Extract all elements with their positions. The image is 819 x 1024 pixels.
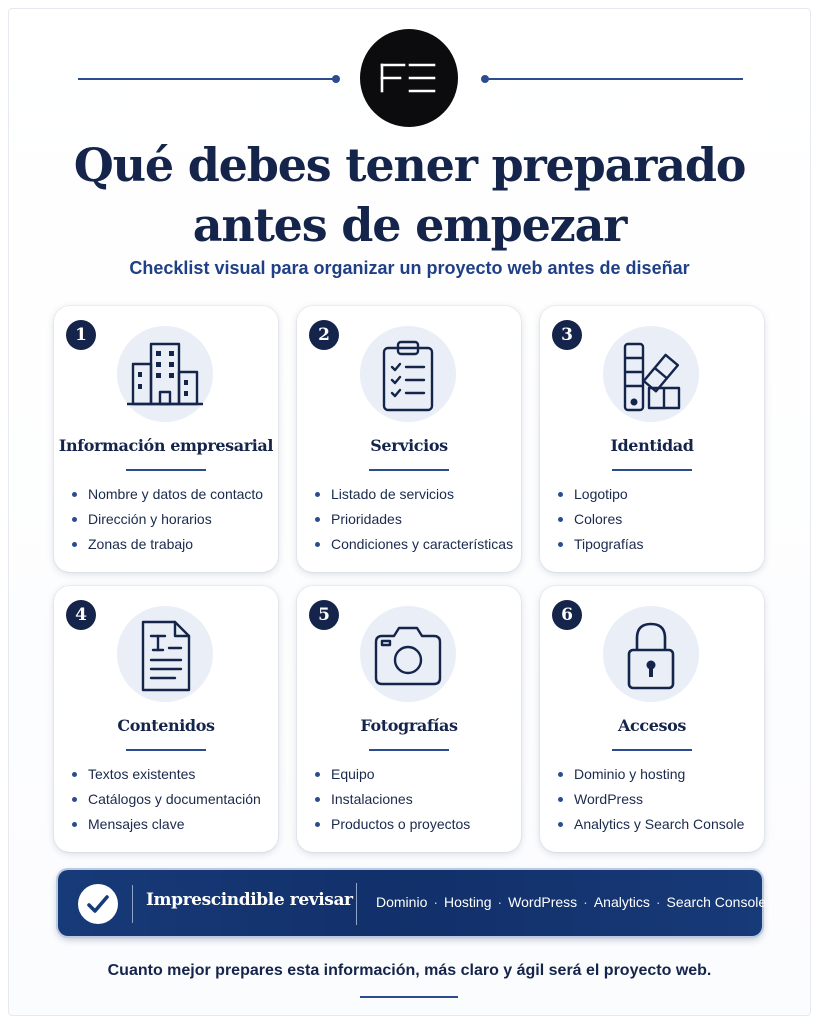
card-number-badge: 3 (552, 320, 582, 350)
list-item: Condiciones y características (315, 532, 513, 557)
list-item: Zonas de trabajo (72, 532, 263, 557)
card-item-list (72, 482, 263, 557)
card-item-list (315, 482, 513, 557)
list-item: Listado de servicios (315, 482, 513, 507)
card-title: Información empresarial (58, 436, 274, 455)
page-subtitle: Checklist visual para organizar un proyecto web antes de diseñar (129, 258, 690, 278)
header-rule-right (485, 78, 743, 80)
card-title: Fotografías (360, 716, 458, 735)
card-item-list (315, 762, 470, 837)
card-servicios (297, 306, 521, 572)
card-contenidos (54, 586, 278, 852)
card-title: Identidad (610, 436, 694, 455)
fe-logo-mark (360, 29, 458, 127)
list-item: Colores (558, 507, 644, 532)
card-identidad (540, 306, 764, 572)
fe-logo (360, 29, 458, 127)
banner-divider (132, 885, 133, 923)
card-title-rule (126, 749, 206, 751)
card-item-list (72, 762, 261, 837)
banner-item: Dominio (376, 894, 428, 910)
banner-separator: · (433, 894, 439, 910)
banner-item: Analytics (593, 894, 650, 910)
list-item: Dominio y hosting (558, 762, 744, 787)
card-number-badge: 2 (309, 320, 339, 350)
card-title-rule (369, 469, 449, 471)
review-banner (58, 870, 767, 936)
clipboard-checklist-icon (360, 326, 456, 422)
card-title: Accesos (618, 716, 686, 735)
card-title-rule (126, 469, 206, 471)
header-rule-left (78, 78, 336, 80)
banner-separator: · (497, 894, 503, 910)
page-title-line-2: antes de empezar (192, 198, 627, 252)
card-item-list (558, 762, 744, 837)
list-item: Mensajes clave (72, 812, 261, 837)
card-fotografias (297, 586, 521, 852)
card-accesos (540, 586, 764, 852)
banner-item: WordPress (508, 894, 578, 910)
list-item: Tipografías (558, 532, 644, 557)
list-item: Analytics y Search Console (558, 812, 744, 837)
list-item: Instalaciones (315, 787, 470, 812)
padlock-icon (603, 606, 699, 702)
banner-separator: · (583, 894, 588, 910)
header-dot-right (481, 75, 489, 83)
card-number-badge: 6 (552, 600, 582, 630)
card-number-badge: 1 (66, 320, 96, 350)
list-item: Prioridades (315, 507, 513, 532)
list-item: Nombre y datos de contacto (72, 482, 263, 507)
document-text-icon (117, 606, 213, 702)
list-item: Equipo (315, 762, 470, 787)
banner-item: Hosting (444, 894, 492, 910)
card-item-list (558, 482, 644, 557)
card-number-badge: 5 (309, 600, 339, 630)
card-informacion-empresarial (54, 306, 278, 572)
list-item: Textos existentes (72, 762, 261, 787)
banner-item-list (376, 894, 766, 910)
list-item: Dirección y horarios (72, 507, 263, 532)
card-title: Contenidos (117, 716, 215, 735)
card-number-badge: 4 (66, 600, 96, 630)
checkmark-icon (78, 884, 118, 924)
card-title-rule (612, 469, 692, 471)
header-dot-left (332, 75, 340, 83)
camera-icon (360, 606, 456, 702)
card-title-rule (369, 749, 449, 751)
banner-item: Search Console (666, 894, 767, 910)
banner-label: Imprescindible revisar (146, 890, 353, 910)
card-title: Servicios (370, 436, 448, 455)
buildings-icon (117, 326, 213, 422)
list-item: Productos o proyectos (315, 812, 470, 837)
page-title-line-1: Qué debes tener preparado (73, 138, 746, 192)
card-title-rule (612, 749, 692, 751)
banner-divider (356, 883, 357, 925)
list-item: WordPress (558, 787, 744, 812)
footer-text: Cuanto mejor prepares esta información, más claro y ágil será el proyecto web. (107, 962, 712, 979)
footer-rule (360, 996, 458, 998)
color-swatch-icon (603, 326, 699, 422)
banner-separator: · (655, 894, 661, 910)
list-item: Catálogos y documentación (72, 787, 261, 812)
list-item: Logotipo (558, 482, 644, 507)
